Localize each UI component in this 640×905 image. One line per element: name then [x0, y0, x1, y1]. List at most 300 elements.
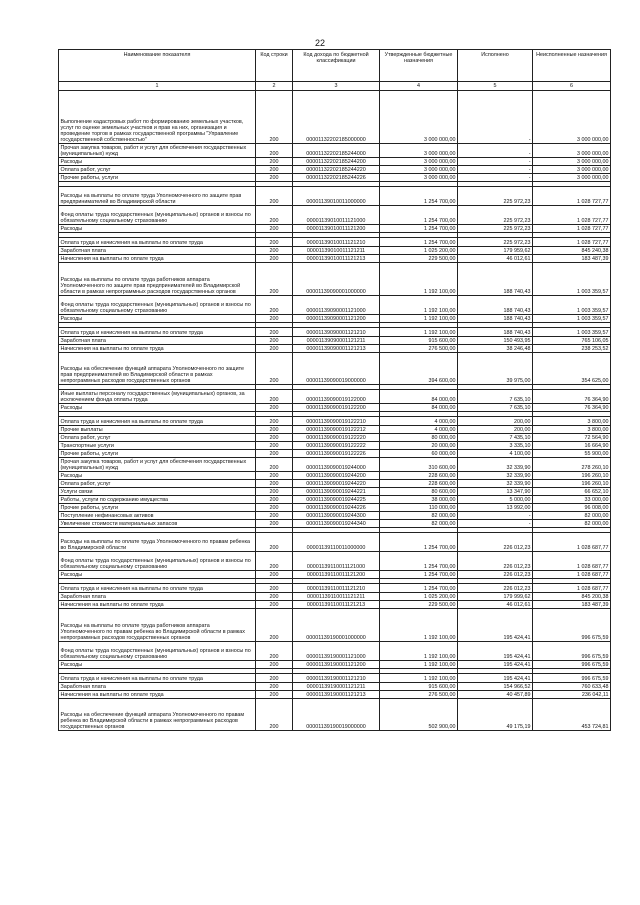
row-remaining-cell: 1 028 687,77 [533, 552, 611, 571]
row-remaining-cell: 55 900,00 [533, 450, 611, 458]
row-executed-cell: 39 975,00 [458, 353, 533, 385]
row-remaining-cell: 845 240,38 [533, 247, 611, 255]
row-executed-cell: 195 424,41 [458, 609, 533, 642]
row-approved-cell: 1 192 100,00 [380, 296, 458, 315]
row-name-cell: Оплата труда и начисления на выплаты по оплате труда [59, 328, 256, 337]
row-code-cell: 200 [256, 353, 293, 385]
row-code-cell: 200 [256, 166, 293, 174]
row-approved-cell: 3 000 000,00 [380, 174, 458, 182]
row-name-cell: Услуги связи [59, 488, 256, 496]
row-code-cell: 200 [256, 238, 293, 247]
row-name-cell: Расходы на выплаты по оплате труда Уполномоченного по правам ребенка во Владимирской области [59, 533, 256, 552]
row-code-cell: 200 [256, 434, 293, 442]
table-row [59, 158, 611, 166]
row-name-cell: Прочая закупка товаров, работ и услуг для обеспечения государственных (муниципальных) нужд [59, 458, 256, 472]
column-number: 5 [458, 82, 533, 91]
row-name-cell: Прочая закупка товаров, работ и услуг для обеспечения государственных (муниципальных) нужд [59, 144, 256, 158]
row-income-code-cell: 00001139190001121211 [293, 683, 380, 691]
table-row [59, 144, 611, 158]
table-row [59, 206, 611, 225]
header-indicator-name: Наименование показателя [59, 50, 256, 82]
row-code-cell: 200 [256, 674, 293, 683]
row-code-cell: 200 [256, 345, 293, 353]
row-executed-cell: - [458, 144, 533, 158]
table-row [59, 353, 611, 385]
table-row [59, 263, 611, 296]
row-approved-cell: 3 000 000,00 [380, 144, 458, 158]
row-name-cell: Расходы [59, 661, 256, 669]
table-row [59, 674, 611, 683]
row-remaining-cell: 1 003 359,57 [533, 315, 611, 323]
row-code-cell: 200 [256, 426, 293, 434]
row-approved-cell: 1 254 700,00 [380, 225, 458, 233]
row-name-cell: Расходы на выплаты по оплате труда Уполномоченного по защите прав предпринимателей во Владимирской области [59, 187, 256, 206]
row-income-code-cell: 00001132202185244000 [293, 144, 380, 158]
table-row [59, 315, 611, 323]
row-approved-cell: 1 192 100,00 [380, 328, 458, 337]
row-approved-cell: 4 000,00 [380, 426, 458, 434]
row-code-cell: 200 [256, 158, 293, 166]
row-approved-cell: 1 254 700,00 [380, 533, 458, 552]
row-approved-cell: 82 000,00 [380, 520, 458, 528]
row-remaining-cell: 196 260,10 [533, 472, 611, 480]
table-row [59, 661, 611, 669]
row-name-cell: Расходы [59, 404, 256, 412]
row-name-cell: Заработная плата [59, 247, 256, 255]
row-name-cell: Выполнение кадастровых работ по формированию земельных участков, услуг по оценке земельных участков и прав на них, организация и проведение торгов в рамках государственной программы "Управление государственной собственностью" [59, 91, 256, 144]
row-code-cell: 200 [256, 584, 293, 593]
row-name-cell: Оплата работ, услуг [59, 480, 256, 488]
row-income-code-cell: 00001139090019244300 [293, 512, 380, 520]
row-approved-cell: 20 000,00 [380, 442, 458, 450]
row-remaining-cell: 1 028 687,77 [533, 533, 611, 552]
row-code-cell: 200 [256, 174, 293, 182]
table-body [59, 91, 611, 731]
row-name-cell: Оплата труда и начисления на выплаты по оплате труда [59, 584, 256, 593]
table-row [59, 390, 611, 404]
row-remaining-cell: 3 000 000,00 [533, 91, 611, 144]
row-income-code-cell: 00001139110011121200 [293, 571, 380, 579]
row-executed-cell: - [458, 158, 533, 166]
row-name-cell: Расходы [59, 158, 256, 166]
row-code-cell: 200 [256, 520, 293, 528]
table-row [59, 512, 611, 520]
row-code-cell: 200 [256, 691, 293, 699]
row-income-code-cell: 00001139110011000000 [293, 533, 380, 552]
table-row [59, 504, 611, 512]
row-approved-cell: 1 192 100,00 [380, 661, 458, 669]
row-remaining-cell: 765 106,05 [533, 337, 611, 345]
row-executed-cell: 13 347,90 [458, 488, 533, 496]
table-header-row [59, 50, 611, 82]
row-approved-cell: 1 254 700,00 [380, 238, 458, 247]
row-code-cell: 200 [256, 187, 293, 206]
row-remaining-cell: 196 260,10 [533, 480, 611, 488]
row-executed-cell: 195 424,41 [458, 674, 533, 683]
row-income-code-cell: 00001139090019000000 [293, 353, 380, 385]
row-name-cell: Прочие выплаты [59, 426, 256, 434]
header-income-code: Код дохода по бюджетной классификации [293, 50, 380, 82]
row-remaining-cell: 76 364,90 [533, 404, 611, 412]
table-row [59, 593, 611, 601]
row-approved-cell: 38 000,00 [380, 496, 458, 504]
row-approved-cell: 1 192 100,00 [380, 642, 458, 661]
row-code-cell: 200 [256, 472, 293, 480]
column-number-row [59, 82, 611, 91]
table-row [59, 174, 611, 182]
row-approved-cell: 60 000,00 [380, 450, 458, 458]
row-remaining-cell: 3 000 000,00 [533, 144, 611, 158]
row-income-code-cell: 00001139090019122212 [293, 426, 380, 434]
row-remaining-cell: 996 675,59 [533, 642, 611, 661]
table-row [59, 533, 611, 552]
row-executed-cell: 195 424,41 [458, 661, 533, 669]
row-income-code-cell: 00001139190001121200 [293, 661, 380, 669]
row-approved-cell: 84 000,00 [380, 390, 458, 404]
row-income-code-cell: 00001139090019244220 [293, 480, 380, 488]
row-remaining-cell: 66 652,10 [533, 488, 611, 496]
row-executed-cell: - [458, 91, 533, 144]
row-executed-cell: 200,00 [458, 426, 533, 434]
row-income-code-cell: 00001139190001121213 [293, 691, 380, 699]
row-executed-cell: 226 012,23 [458, 552, 533, 571]
row-name-cell: Оплата работ, услуг [59, 434, 256, 442]
row-name-cell: Иные выплаты персоналу государственных (муниципальных) органов, за исключением фонда оплаты труда [59, 390, 256, 404]
row-name-cell: Прочие работы, услуги [59, 174, 256, 182]
table-row [59, 699, 611, 731]
row-income-code-cell: 00001132202185244226 [293, 174, 380, 182]
row-approved-cell: 1 192 100,00 [380, 315, 458, 323]
table-row [59, 683, 611, 691]
row-code-cell: 200 [256, 91, 293, 144]
row-approved-cell: 502 900,00 [380, 699, 458, 731]
row-remaining-cell: 76 364,90 [533, 390, 611, 404]
row-approved-cell: 84 000,00 [380, 404, 458, 412]
row-approved-cell: 229 500,00 [380, 255, 458, 263]
row-executed-cell: 46 012,61 [458, 601, 533, 609]
row-remaining-cell: 236 042,11 [533, 691, 611, 699]
row-executed-cell: 225 972,23 [458, 238, 533, 247]
row-executed-cell: 32 339,90 [458, 458, 533, 472]
row-executed-cell: 46 012,61 [458, 255, 533, 263]
row-code-cell: 200 [256, 458, 293, 472]
row-income-code-cell: 00001139090019244225 [293, 496, 380, 504]
row-executed-cell: 226 012,23 [458, 571, 533, 579]
row-code-cell: 200 [256, 571, 293, 579]
row-executed-cell: 154 966,52 [458, 683, 533, 691]
table-row [59, 345, 611, 353]
row-remaining-cell: 996 675,59 [533, 674, 611, 683]
row-executed-cell: 7 635,10 [458, 390, 533, 404]
row-name-cell: Увеличение стоимости материальных запасов [59, 520, 256, 528]
row-approved-cell: 228 600,00 [380, 480, 458, 488]
row-income-code-cell: 00001139110011121211 [293, 593, 380, 601]
row-remaining-cell: 1 003 359,57 [533, 328, 611, 337]
row-income-code-cell: 00001139190019000000 [293, 699, 380, 731]
row-code-cell: 200 [256, 601, 293, 609]
table-row [59, 472, 611, 480]
row-remaining-cell: 1 028 727,77 [533, 238, 611, 247]
row-income-code-cell: 00001139090019122226 [293, 450, 380, 458]
row-income-code-cell: 00001139190001000000 [293, 609, 380, 642]
row-name-cell: Заработная плата [59, 593, 256, 601]
row-remaining-cell: 996 675,59 [533, 661, 611, 669]
table-row [59, 187, 611, 206]
row-income-code-cell: 00001139090001121211 [293, 337, 380, 345]
table-row [59, 450, 611, 458]
page-number: 22 [314, 38, 325, 48]
row-income-code-cell: 00001139110011121000 [293, 552, 380, 571]
row-approved-cell: 3 000 000,00 [380, 166, 458, 174]
table-row [59, 520, 611, 528]
table-row [59, 552, 611, 571]
row-executed-cell: - [458, 512, 533, 520]
row-executed-cell: 195 424,41 [458, 642, 533, 661]
row-name-cell: Работы, услуги по содержанию имущества [59, 496, 256, 504]
row-executed-cell: 188 740,43 [458, 263, 533, 296]
row-code-cell: 200 [256, 504, 293, 512]
row-name-cell: Транспортные услуги [59, 442, 256, 450]
row-executed-cell: 38 246,48 [458, 345, 533, 353]
row-name-cell: Заработная плата [59, 683, 256, 691]
row-income-code-cell: 00001139190001121210 [293, 674, 380, 683]
row-approved-cell: 3 000 000,00 [380, 158, 458, 166]
row-executed-cell: 4 100,00 [458, 450, 533, 458]
table-row [59, 296, 611, 315]
row-name-cell: Заработная плата [59, 337, 256, 345]
row-code-cell: 200 [256, 404, 293, 412]
row-income-code-cell: 00001132202185244200 [293, 158, 380, 166]
row-name-cell: Оплата труда и начисления на выплаты по оплате труда [59, 674, 256, 683]
row-code-cell: 200 [256, 512, 293, 520]
row-approved-cell: 1 254 700,00 [380, 584, 458, 593]
row-executed-cell: 179 999,62 [458, 593, 533, 601]
table-row [59, 238, 611, 247]
row-name-cell: Фонд оплаты труда государственных (муниципальных) органов и взносы по обязательному социальному страхованию [59, 552, 256, 571]
header-remaining: Неисполненные назначения [533, 50, 611, 82]
row-income-code-cell: 00001139010011121213 [293, 255, 380, 263]
row-code-cell: 200 [256, 533, 293, 552]
row-remaining-cell: 3 000 000,00 [533, 174, 611, 182]
row-approved-cell: 110 000,00 [380, 504, 458, 512]
row-remaining-cell: 183 487,39 [533, 255, 611, 263]
row-income-code-cell: 00001139090019244200 [293, 472, 380, 480]
table-row [59, 601, 611, 609]
table-row [59, 337, 611, 345]
row-executed-cell: 225 972,23 [458, 225, 533, 233]
row-name-cell: Прочие работы, услуги [59, 504, 256, 512]
row-remaining-cell: 1 028 727,77 [533, 187, 611, 206]
table-row [59, 571, 611, 579]
row-income-code-cell: 00001139090019122200 [293, 404, 380, 412]
row-remaining-cell: 1 028 687,77 [533, 571, 611, 579]
row-approved-cell: 915 600,00 [380, 337, 458, 345]
row-name-cell: Расходы на выплаты по оплате труда работников аппарата Уполномоченного по защите прав предпринимателей во Владимирской области в рамках непрограммных расходов государственных органов [59, 263, 256, 296]
row-income-code-cell: 00001139090019122220 [293, 434, 380, 442]
table-row [59, 166, 611, 174]
row-income-code-cell: 00001139090019244340 [293, 520, 380, 528]
row-remaining-cell: 33 000,00 [533, 496, 611, 504]
row-executed-cell: 13 992,00 [458, 504, 533, 512]
row-approved-cell: 82 000,00 [380, 512, 458, 520]
table-row [59, 442, 611, 450]
row-approved-cell: 1 192 100,00 [380, 674, 458, 683]
row-income-code-cell: 00001139010011121211 [293, 247, 380, 255]
row-remaining-cell: 96 008,00 [533, 504, 611, 512]
row-income-code-cell: 00001139010011121000 [293, 206, 380, 225]
row-code-cell: 200 [256, 609, 293, 642]
row-code-cell: 200 [256, 225, 293, 233]
table-row [59, 247, 611, 255]
row-approved-cell: 276 500,00 [380, 345, 458, 353]
table-row [59, 609, 611, 642]
table-row [59, 480, 611, 488]
row-approved-cell: 80 000,00 [380, 434, 458, 442]
row-name-cell: Прочие работы, услуги [59, 450, 256, 458]
row-income-code-cell: 00001139090019244226 [293, 504, 380, 512]
row-name-cell: Расходы [59, 571, 256, 579]
row-remaining-cell: 82 000,00 [533, 512, 611, 520]
table-row [59, 584, 611, 593]
row-code-cell: 200 [256, 442, 293, 450]
table-row [59, 458, 611, 472]
row-approved-cell: 276 500,00 [380, 691, 458, 699]
row-remaining-cell: 1 028 727,77 [533, 225, 611, 233]
row-income-code-cell: 00001139110011121213 [293, 601, 380, 609]
row-executed-cell: 150 493,95 [458, 337, 533, 345]
table-row [59, 91, 611, 144]
row-remaining-cell: 845 200,38 [533, 593, 611, 601]
row-income-code-cell: 00001139190001121000 [293, 642, 380, 661]
row-remaining-cell: 1 003 359,57 [533, 296, 611, 315]
row-approved-cell: 1 192 100,00 [380, 609, 458, 642]
row-code-cell: 200 [256, 206, 293, 225]
row-remaining-cell: 1 028 687,77 [533, 584, 611, 593]
row-code-cell: 200 [256, 496, 293, 504]
row-name-cell: Фонд оплаты труда государственных (муниципальных) органов и взносы по обязательному социальному страхованию [59, 206, 256, 225]
row-executed-cell: 32 339,90 [458, 480, 533, 488]
budget-execution-table [58, 49, 611, 731]
row-income-code-cell: 00001139090001121000 [293, 296, 380, 315]
column-number: 4 [380, 82, 458, 91]
row-remaining-cell: 3 800,00 [533, 426, 611, 434]
row-remaining-cell: 3 000 000,00 [533, 166, 611, 174]
row-remaining-cell: 3 000 000,00 [533, 158, 611, 166]
row-executed-cell: 200,00 [458, 417, 533, 426]
row-executed-cell: 5 000,00 [458, 496, 533, 504]
row-name-cell: Поступление нефинансовых активов [59, 512, 256, 520]
row-executed-cell: 49 175,19 [458, 699, 533, 731]
row-approved-cell: 1 254 700,00 [380, 552, 458, 571]
row-code-cell: 200 [256, 263, 293, 296]
row-code-cell: 200 [256, 661, 293, 669]
row-name-cell: Оплата работ, услуг [59, 166, 256, 174]
row-code-cell: 200 [256, 417, 293, 426]
row-approved-cell: 4 000,00 [380, 417, 458, 426]
row-name-cell: Начисления на выплаты по оплате труда [59, 255, 256, 263]
row-approved-cell: 1 254 700,00 [380, 187, 458, 206]
row-code-cell: 200 [256, 593, 293, 601]
column-number: 1 [59, 82, 256, 91]
header-line-code: Код строки [256, 50, 293, 82]
row-income-code-cell: 00001139010011121210 [293, 238, 380, 247]
row-remaining-cell: 238 253,52 [533, 345, 611, 353]
row-code-cell: 200 [256, 480, 293, 488]
row-remaining-cell: 1 003 359,57 [533, 263, 611, 296]
row-remaining-cell: 82 000,00 [533, 520, 611, 528]
row-code-cell: 200 [256, 699, 293, 731]
row-income-code-cell: 00001139090001121213 [293, 345, 380, 353]
row-executed-cell: 7 435,10 [458, 434, 533, 442]
row-executed-cell: 40 457,89 [458, 691, 533, 699]
table-row [59, 691, 611, 699]
row-remaining-cell: 760 633,48 [533, 683, 611, 691]
row-executed-cell: 188 740,43 [458, 328, 533, 337]
row-name-cell: Фонд оплаты труда государственных (муниципальных) органов и взносы по обязательному социальному страхованию [59, 296, 256, 315]
column-number: 6 [533, 82, 611, 91]
row-executed-cell: 188 740,43 [458, 315, 533, 323]
row-executed-cell: 226 012,23 [458, 584, 533, 593]
row-approved-cell: 80 600,00 [380, 488, 458, 496]
row-income-code-cell: 00001139090001000000 [293, 263, 380, 296]
table-row [59, 328, 611, 337]
row-executed-cell: 7 635,10 [458, 404, 533, 412]
row-name-cell: Расходы [59, 225, 256, 233]
row-approved-cell: 1 025 200,00 [380, 593, 458, 601]
header-executed: Исполнено [458, 50, 533, 82]
row-income-code-cell: 00001132202185244220 [293, 166, 380, 174]
row-remaining-cell: 996 675,59 [533, 609, 611, 642]
row-name-cell: Оплата труда и начисления на выплаты по оплате труда [59, 238, 256, 247]
header-approved: Утвержденные бюджетные назначения [380, 50, 458, 82]
row-executed-cell: - [458, 166, 533, 174]
row-remaining-cell: 16 664,90 [533, 442, 611, 450]
row-code-cell: 200 [256, 255, 293, 263]
row-income-code-cell: 00001139090019122000 [293, 390, 380, 404]
row-code-cell: 200 [256, 683, 293, 691]
row-approved-cell: 3 000 000,00 [380, 91, 458, 144]
row-name-cell: Расходы на выплаты по оплате труда работников аппарата Уполномоченного по правам ребенка во Владимирской области в рамках непрограммных расходов государственных органов [59, 609, 256, 642]
table-row [59, 417, 611, 426]
row-code-cell: 200 [256, 315, 293, 323]
row-approved-cell: 394 600,00 [380, 353, 458, 385]
row-remaining-cell: 453 724,81 [533, 699, 611, 731]
row-executed-cell: 225 972,23 [458, 206, 533, 225]
row-name-cell: Начисления на выплаты по оплате труда [59, 345, 256, 353]
row-name-cell: Начисления на выплаты по оплате труда [59, 601, 256, 609]
row-executed-cell: 3 335,10 [458, 442, 533, 450]
table-row [59, 434, 611, 442]
column-number: 3 [293, 82, 380, 91]
row-code-cell: 200 [256, 642, 293, 661]
table-row [59, 225, 611, 233]
row-executed-cell: 225 972,23 [458, 187, 533, 206]
row-name-cell: Расходы на обеспечение функций аппарата Уполномоченного по защите прав предпринимателей во Владимирской области в рамках непрограммных расходов государственных органов [59, 353, 256, 385]
row-name-cell: Расходы [59, 315, 256, 323]
row-remaining-cell: 1 028 727,77 [533, 206, 611, 225]
row-approved-cell: 1 025 200,00 [380, 247, 458, 255]
row-executed-cell: - [458, 174, 533, 182]
row-remaining-cell: 3 800,00 [533, 417, 611, 426]
row-income-code-cell: 00001139010011000000 [293, 187, 380, 206]
row-approved-cell: 1 254 700,00 [380, 571, 458, 579]
row-name-cell: Оплата труда и начисления на выплаты по оплате труда [59, 417, 256, 426]
row-income-code-cell: 00001139090019244221 [293, 488, 380, 496]
row-remaining-cell: 72 564,90 [533, 434, 611, 442]
row-name-cell: Расходы на обеспечение функций аппарата Уполномоченного по правам ребенка во Владимирской области в рамках непрограммных расходов государственных органов [59, 699, 256, 731]
row-approved-cell: 1 192 100,00 [380, 263, 458, 296]
row-approved-cell: 310 600,00 [380, 458, 458, 472]
